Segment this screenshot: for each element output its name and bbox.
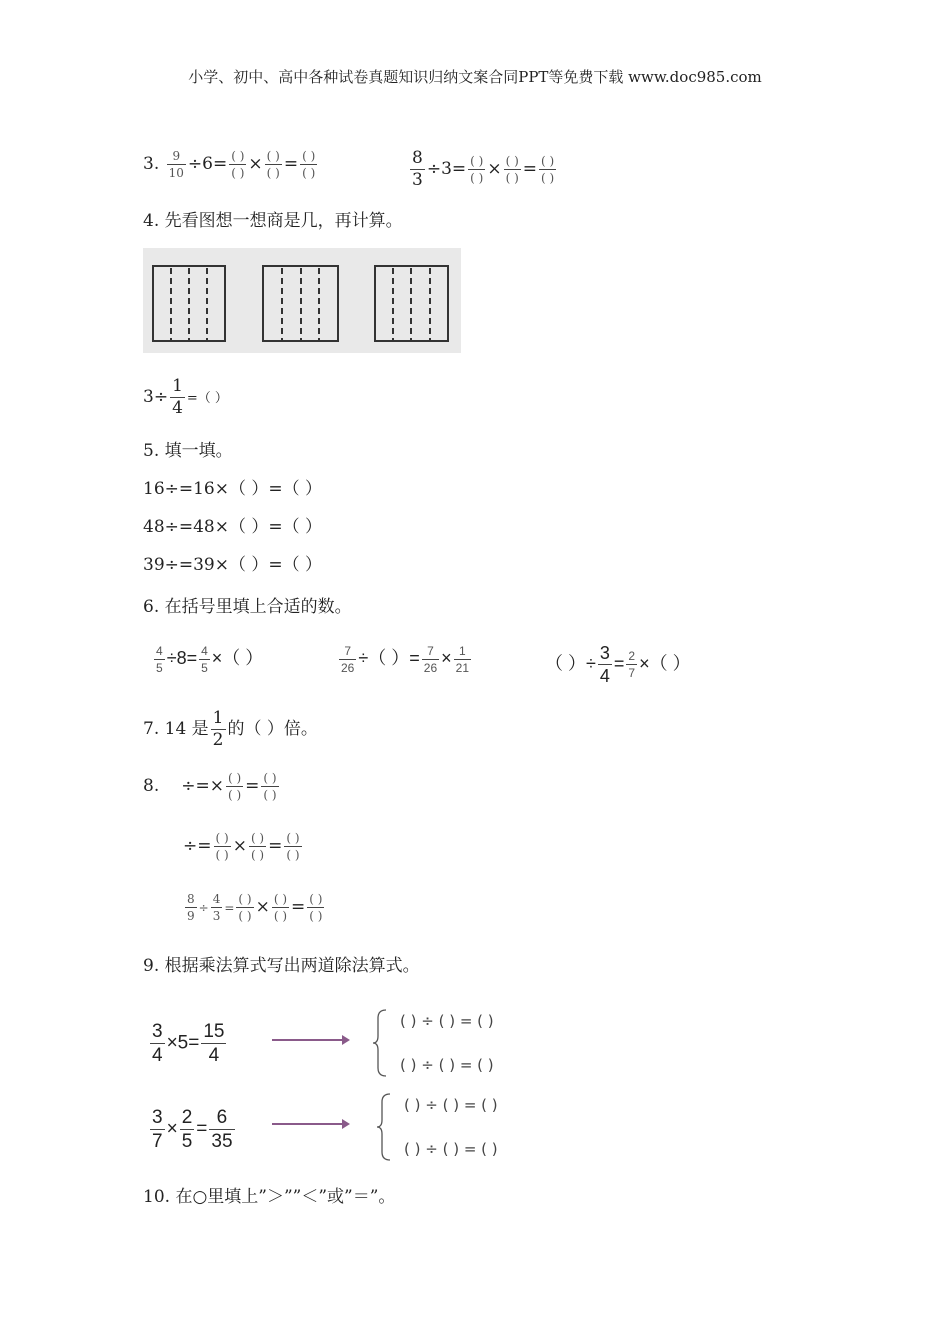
- fraction: $\frac{1}{4}$: [172, 376, 183, 418]
- q6-expression-3: （ ）÷ $\frac{3}{4}$ = $\frac{2}{7}$ ×（ ）: [545, 643, 691, 686]
- left-brace-icon: [376, 1092, 392, 1162]
- blank-fraction: $\frac{( )}{( )}$: [273, 892, 288, 923]
- rectangles-drawing: [143, 248, 461, 353]
- blank-fraction: $\frac{( )}{( )}$: [231, 149, 245, 180]
- question-8-row-1: 8. ÷=× $\frac{( )}{( )}$ = $\frac{( )}{( )}$: [143, 771, 277, 802]
- fraction: $\frac{1}{21}$: [455, 643, 469, 675]
- blank-fraction: $\frac{( )}{( )}$: [302, 149, 316, 180]
- question-6-title: 6. 在括号里填上合适的数。: [143, 597, 352, 617]
- arrow-icon: [272, 1123, 348, 1125]
- fraction: $\frac{8}{9}$: [187, 892, 195, 923]
- q5-line-3: 39÷=39×（ ）=（ ）: [143, 555, 323, 575]
- question-7: 7. 14 是 $\frac{1}{2}$ 的（ ）倍。: [143, 708, 318, 750]
- fraction: $\frac{2}{7}$: [628, 649, 636, 680]
- blank-fraction: $\frac{( )}{( )}$: [238, 892, 252, 923]
- blank-fraction: $\frac{( )}{( )}$: [505, 154, 519, 185]
- q6-expression-1: $\frac{4}{5}$ ÷8= $\frac{4}{5}$ ×（ ）: [156, 643, 264, 675]
- q5-line-1: 16÷=16×（ ）=（ ）: [143, 479, 323, 499]
- fraction: $\frac{3}{4}$: [152, 1021, 163, 1066]
- fraction: $\frac{4}{3}$: [212, 892, 221, 923]
- fraction: $\frac{3}{4}$: [599, 643, 610, 686]
- blank-fraction: $\frac{( )}{( )}$: [215, 831, 229, 862]
- q9-blank-3: ( ) ÷ ( ) = ( ): [404, 1096, 498, 1114]
- blank-fraction: $\frac{( )}{( )}$: [250, 831, 265, 862]
- question-8-row-2: ÷= $\frac{( )}{( )}$ × $\frac{( )}{( )}$ = $\frac{( )}{( )}$: [183, 831, 300, 862]
- fraction: $\frac{4}{5}$: [156, 643, 163, 675]
- q9-blank-1: ( ) ÷ ( ) = ( ): [400, 1012, 494, 1030]
- question-5-title: 5. 填一填。: [143, 441, 233, 461]
- question-4-title: 4. 先看图想一想商是几，再计算。: [143, 211, 403, 231]
- question-10-title: 10. 在○里填上”＞””＜”或”＝”。: [143, 1187, 396, 1207]
- quarter-rectangles-figure: [143, 248, 461, 353]
- question-3-b: $\frac{8}{3}$ ÷3= $\frac{( )}{( )}$ × $\frac{( )}{( )}$ = $\frac{( )}{( )}$: [412, 148, 555, 190]
- q9-blank-4: ( ) ÷ ( ) = ( ): [404, 1140, 498, 1158]
- q5-line-2: 48÷=48×（ ）=（ ）: [143, 517, 323, 537]
- question-3-a: 3. $\frac{9}{10}$ ÷6= $\frac{( )}{( )}$ × $\frac{( )}{( )}$ = $\frac{( )}{( )}$: [143, 149, 316, 180]
- question-8-row-3: $\frac{8}{9}$ ÷ $\frac{4}{3}$ = $\frac{( )}{( )}$ × $\frac{( )}{( )}$ = $\frac{( )}{( )}$: [187, 892, 323, 923]
- q9-blank-2: ( ) ÷ ( ) = ( ): [400, 1056, 494, 1074]
- blank-fraction: $\frac{( )}{( )}$: [263, 771, 277, 802]
- left-brace-icon: [372, 1008, 388, 1078]
- fraction: $\frac{4}{5}$: [201, 643, 208, 675]
- fraction: $\frac{7}{26}$: [341, 643, 355, 675]
- fraction: $\frac{6}{35}$: [211, 1107, 233, 1152]
- blank-fraction: $\frac{( )}{( )}$: [286, 831, 300, 862]
- fraction: $\frac{1}{2}$: [212, 708, 224, 750]
- blank-fraction: $\frac{( )}{( )}$: [309, 892, 323, 923]
- fraction: $\frac{7}{26}$: [423, 643, 438, 675]
- fraction: $\frac{8}{3}$: [412, 148, 423, 190]
- fraction: $\frac{9}{10}$: [168, 149, 184, 180]
- arrow-icon: [272, 1039, 348, 1041]
- fraction: $\frac{15}{4}$: [203, 1021, 225, 1066]
- q3-number: 3.: [143, 154, 160, 174]
- fraction: $\frac{2}{5}$: [181, 1107, 193, 1152]
- page-header: 小学、初中、高中各种试卷真题知识归纳文案合同PPT等免费下载 www.doc985.com: [188, 68, 762, 86]
- blank-fraction: $\frac{( )}{( )}$: [266, 149, 280, 180]
- q6-expression-2: $\frac{7}{26}$ ÷（ ）= $\frac{7}{26}$ × $\frac{1}{21}$: [341, 643, 469, 675]
- blank-fraction: $\frac{( )}{( )}$: [227, 771, 242, 802]
- blank-fraction: $\frac{( )}{( )}$: [541, 154, 555, 185]
- question-4-expression: 3÷ $\frac{1}{4}$ =（ ）: [143, 376, 228, 418]
- q9-equation-2: $\frac{3}{7}$ × $\frac{2}{5}$ = $\frac{6}{35}$: [152, 1107, 233, 1152]
- question-9-title: 9. 根据乘法算式写出两道除法算式。: [143, 956, 420, 976]
- q9-equation-1: $\frac{3}{4}$ ×5= $\frac{15}{4}$: [152, 1021, 225, 1066]
- fraction: $\frac{3}{7}$: [152, 1107, 163, 1152]
- blank-fraction: $\frac{( )}{( )}$: [470, 154, 484, 185]
